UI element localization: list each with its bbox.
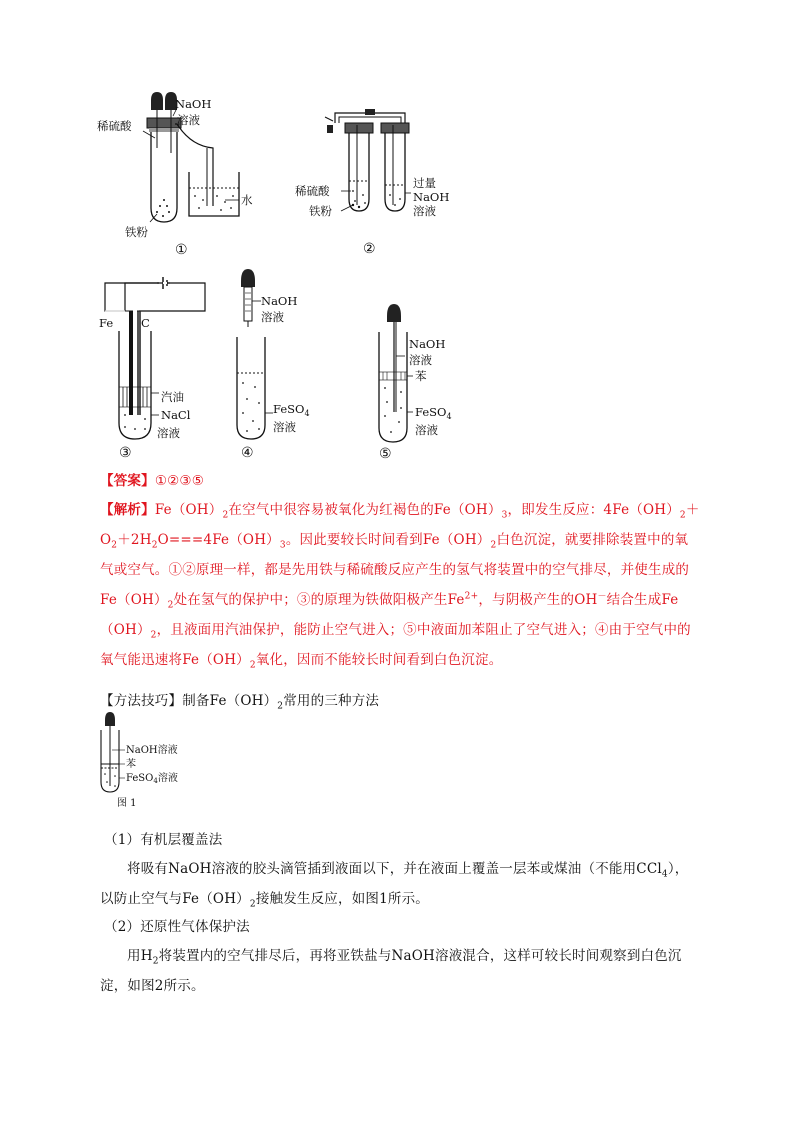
label-solution-4a: 溶液 [261,310,284,324]
label-solution-2: 溶液 [413,204,436,218]
analysis-paragraph: 【解析】$Fe(OH)_2$在空气中很容易被氧化为红褐色的$Fe(OH)_3$，即发生反应：$4Fe(OH)_2+O_2+2H_2O===4Fe(OH)_3$。因此要较长时间看到$Fe(OH)_2$白色沉淀，就要排除装置中的氧气或空气。①②原理一样，都是先用铁与稀硫酸反应产生的氢气将装置中的空气排尽，并使生成的$Fe(OH)_2$处在氢气的保护中；③的原理为铁做阳极产生$Fe^{2+}$，与阴极产生的OH－结合生成$Fe(OH)_2$，且液面用汽油保护，能防止空气进入；⑤中液面加苯阻止了空气进入；④由于空气中的氧气能迅速将$Fe(OH)_2$氧化，因而不能较长时间看到白色沉淀。 [100,502,700,671]
label-feso4-5: FeSO$_4$ [415,405,452,421]
method2-body: 用$H_2$将装置内的空气排尽后，再将亚铁盐与NaOH溶液混合，这样可较长时间观察到白色沉淀，如图2所示。 [100,948,682,994]
label-naoh-5: NaOH [409,337,446,351]
figure-apparatus-5 [365,300,475,465]
label-solution-5a: 溶液 [409,353,432,367]
figure-apparatus-2 [295,95,475,260]
tips-heading: 【方法技巧】制备$Fe(OH)_2$常用的三种方法 [100,693,380,712]
label-solution-1: 溶液 [177,113,200,127]
figure-number-3: ③ [119,445,132,461]
label-water-1: 水 [241,193,253,207]
label-naoh-1: NaOH [175,97,212,111]
label-dilute-acid-1: 稀硫酸 [97,119,132,133]
label-c-electrode: C [141,316,150,330]
figure-number-4: ④ [241,445,254,461]
answer-line [100,466,700,496]
label-benzene-5: 苯 [415,369,427,383]
figure-number-2: ② [363,241,376,257]
figure-apparatus-3 [95,275,220,465]
figure-number-1: ① [175,242,188,258]
tips-tag: 【方法技巧】 [100,693,183,709]
label-naoh-2: NaOH [413,190,450,204]
label-gasoline-3: 汽油 [161,390,184,404]
label-solution-3: 溶液 [157,426,180,440]
label-solution-4b: 溶液 [273,420,296,434]
figure-small-1 [95,710,205,818]
answer-text: ①②③⑤ [154,473,205,489]
figure-number-5: ⑤ [379,446,392,462]
answer-tag: 【答案】 [100,473,155,489]
method1-body: 将吸有NaOH溶液的胶头滴管插到液面以下，并在液面上覆盖一层苯或煤油（不能用CCl$_4$），以防止空气与$Fe(OH)_2$接触发生反应，如图1所示。 [100,861,689,910]
analysis-tag: 【解析】 [100,502,155,518]
label-excess-2: 过量 [413,176,436,190]
figure-apparatus-1 [95,88,275,258]
figure-small-caption: 图 1 [117,798,137,809]
label-fe-electrode: Fe [99,316,114,330]
label-iron-powder-1: 铁粉 [125,225,148,239]
label-nacl-3: NaCl [161,408,191,422]
label-feso4-small: FeSO$_4$溶液 [126,773,178,785]
method1-heading: （1）有机层覆盖法 [104,832,223,848]
label-iron-powder-2: 铁粉 [309,204,332,218]
label-naoh-4: NaOH [261,294,298,308]
label-feso4-4: FeSO$_4$ [273,402,310,418]
label-dilute-acid-2: 稀硫酸 [295,184,330,198]
label-naoh-small: NaOH溶液 [126,745,178,756]
label-benzene-small: 苯 [126,759,136,770]
figure-apparatus-4 [225,265,335,465]
label-solution-5b: 溶液 [415,423,438,437]
method2-heading: （2）还原性气体保护法 [104,919,250,935]
